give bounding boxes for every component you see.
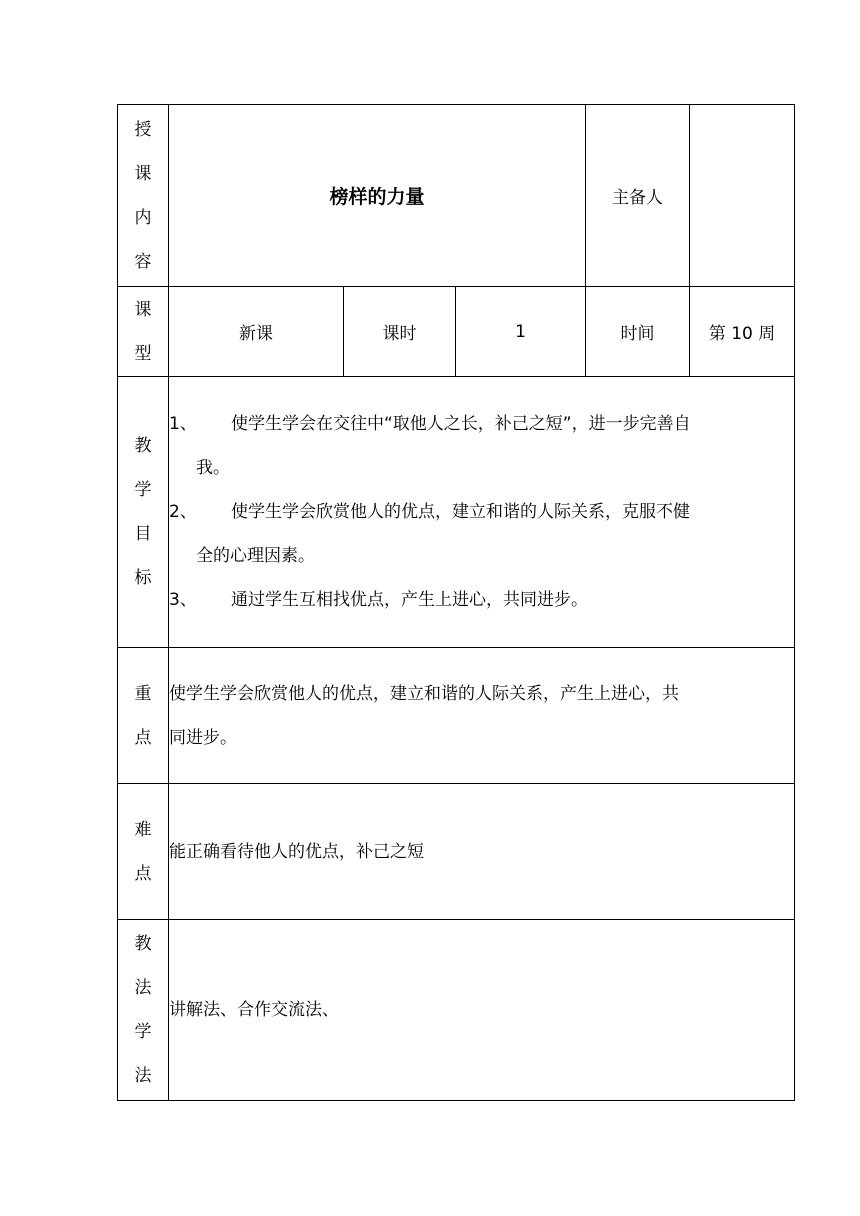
label-key-point: 重 点 — [118, 648, 169, 784]
label-lesson-content: 授 课 内 容 — [118, 105, 169, 287]
teaching-methods-content: 讲解法、合作交流法、 — [169, 920, 795, 1101]
goal-item-1: 1、 使学生学会在交往中“取他人之长，补己之短”，进一步完善自 — [169, 414, 691, 434]
label-lesson-type: 课 型 — [118, 287, 169, 377]
key-point-content: 使学生学会欣赏他人的优点，建立和谐的人际关系，产生上进心，共 同进步。 — [169, 648, 795, 784]
owner-label: 主备人 — [586, 105, 690, 287]
teaching-goals-content — [169, 377, 795, 648]
goal-item-3: 3、 通过学生互相找优点，产生上进心，共同进步。 — [169, 590, 588, 610]
row-lesson-type — [118, 287, 795, 377]
goal-item-1-continued: 我。 — [196, 458, 230, 478]
owner-value — [690, 105, 795, 287]
label-teaching-goals: 教 学 目 标 — [118, 377, 169, 648]
row-lesson-content — [118, 105, 795, 287]
lesson-title: 榜样的力量 — [169, 105, 586, 287]
class-hours-value: 1 — [456, 287, 586, 377]
label-difficulty: 难 点 — [118, 784, 169, 920]
label-teaching-methods: 教 法 学 法 — [118, 920, 169, 1101]
row-teaching-methods — [118, 920, 795, 1101]
row-teaching-goals — [118, 377, 795, 648]
row-difficulty — [118, 784, 795, 920]
time-label: 时间 — [586, 287, 690, 377]
goal-item-2: 2、 使学生学会欣赏他人的优点，建立和谐的人际关系，克服不健 — [169, 502, 690, 522]
lesson-plan-table — [117, 104, 795, 1101]
row-key-point — [118, 648, 795, 784]
class-hours-label: 课时 — [344, 287, 456, 377]
week-value: 第 10 周 — [690, 287, 795, 377]
difficulty-content: 能正确看待他人的优点，补己之短 — [169, 784, 795, 920]
lesson-type-value: 新课 — [169, 287, 344, 377]
goal-item-2-continued: 全的心理因素。 — [196, 546, 315, 566]
